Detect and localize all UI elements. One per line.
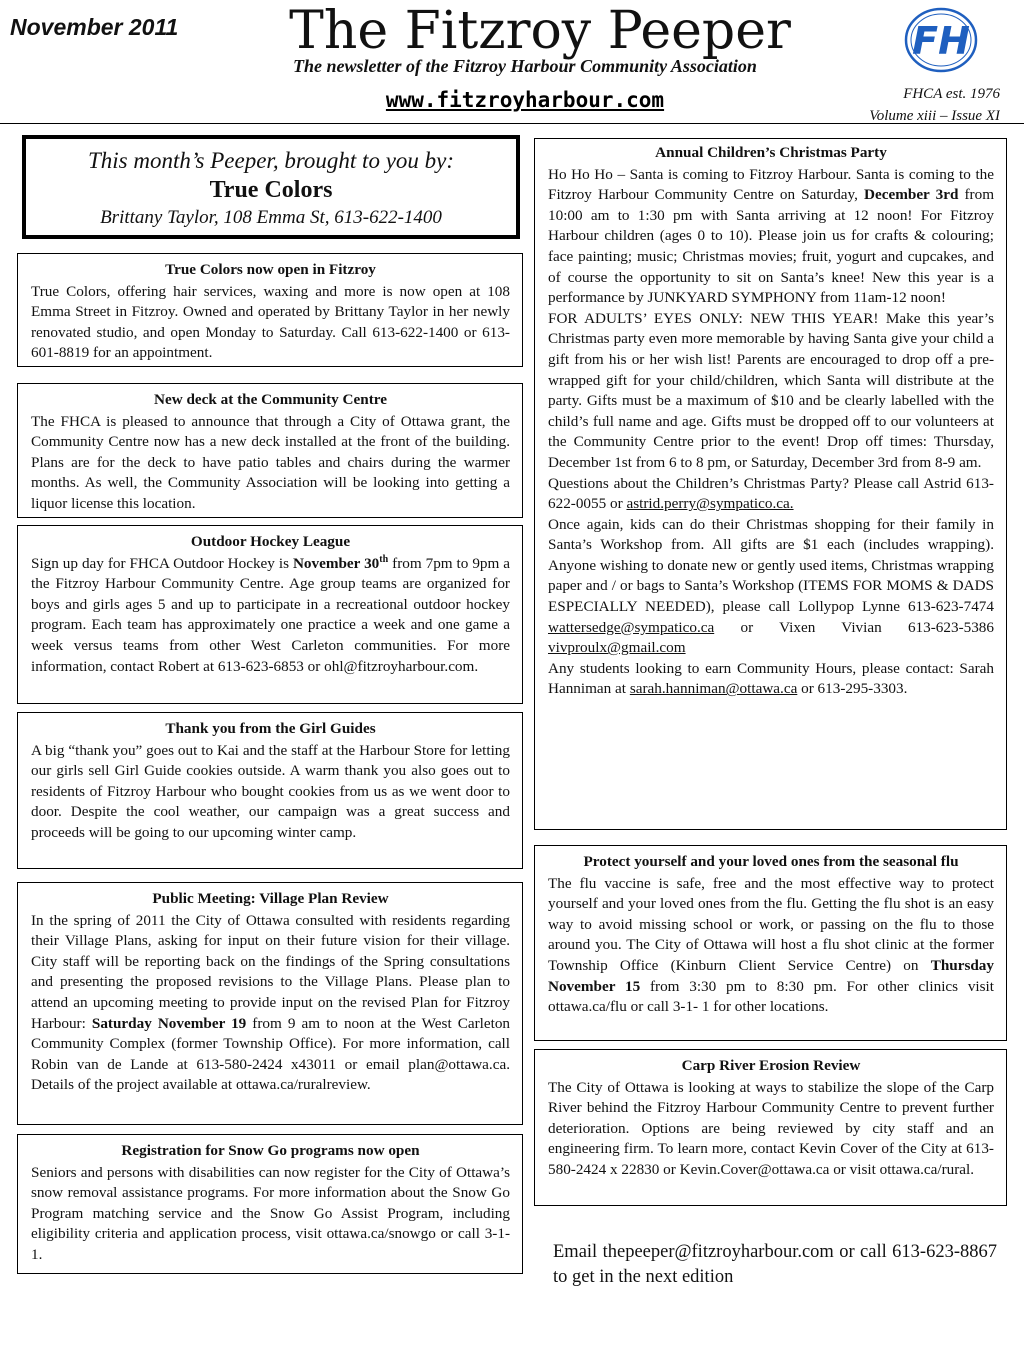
article-heading: Outdoor Hockey League	[190, 533, 351, 550]
email-link[interactable]: sarah.hanniman@ottawa.ca	[629, 680, 798, 698]
article-body: Seniors and persons with disabilities can now register for the City of Ottawa’s snow removal assistance programs. For more information about the Snow Go Program matching service and the Snow Go Assist Program, including eligibility criteria and application process, visit ottawa.ca/snowgo or call 3-1-1.	[31, 1163, 510, 1263]
email-link[interactable]: astrid.perry@sympatico.ca.	[626, 495, 794, 513]
article-heading: Thank you from the Girl Guides	[165, 720, 376, 737]
article-carp-river	[534, 1049, 1007, 1206]
established-note: FHCA est. 1976	[903, 86, 1000, 102]
article-seasonal-flu	[534, 845, 1007, 1041]
newsletter-subtitle: The newsletter of the Fitzroy Harbour Community Association	[293, 56, 757, 76]
article-heading: New deck at the Community Centre	[154, 391, 387, 408]
newsletter-title: The Fitzroy Peeper	[289, 1, 791, 61]
article-body: The City of Ottawa is looking at ways to stabilize the slope of the Carp River behind the Fitzroy Harbour Community Centre to prevent further deterioration. Options are being reviewed by city staff and an engineering firm. To learn more, contact Kevin Cover of the City at 613-580-2424 x 22830 or Kevin.Cover@ottawa.ca or visit ottawa.ca/rural.	[548, 1078, 994, 1178]
volume-issue: Volume xiii – Issue XI	[869, 108, 1000, 124]
article-public-meeting	[17, 882, 523, 1125]
article-heading: Carp River Erosion Review	[681, 1057, 861, 1074]
article-body: True Colors, offering hair services, waxing and more is now open at 108 Emma Street in Fitzroy. Owned and operated by Brittany Taylor in her newly renovated studio, and open Monday to Saturday. Call 613-622-1400 or 613-601-8819 for an appointment.	[31, 282, 510, 362]
article-heading: Registration for Snow Go programs now open	[121, 1142, 420, 1159]
article-christmas-party	[534, 138, 1007, 830]
article-paragraph: Once again, kids can do their Christmas shopping for their family in Santa’s Workshop from. All gifts are $1 each (includes wrapping). Anyone wishing to donate new or gently used items, Christmas wrapping paper and / or bags to Santa’s Workshop (ITEMS FOR MOMS & DADS ESPECIALLY NEEDED), please call Lollypop Lynne 613-623-7474 wattersedge@sympatico.ca or Vixen Vivian 613-623-5386 vivproulx@gmail.com	[548, 515, 994, 657]
submission-note: Email thepeeper@fitzroyharbour.com or call 613-623-8867 to get in the next edition	[553, 1242, 997, 1287]
party-date: December 3rd	[864, 186, 959, 204]
website-link[interactable]: www.fitzroyharbour.com	[385, 88, 665, 112]
meeting-date: Saturday November 19	[91, 1014, 247, 1032]
logo-letters: FH	[912, 19, 970, 63]
article-paragraph: FOR ADULTS’ EYES ONLY: NEW THIS YEAR! Make this year’s Christmas party even more memorable by having Santa give your child a gift from his or her wish list! Parents are encouraged to drop off a pre-wrapped gift for your child/children, which Santa will distribute at the party. Gifts must be a maximum of $10 and be clearly labelled with the child’s full name and age. Gifts must be dropped off to our volunteers at the Community Centre prior to the event! Drop off times: Thursday, December 1st from 6 to 8 pm, or Saturday, December 3rd from 8-9 am.	[548, 309, 994, 471]
article-paragraph: Questions about the Children’s Christmas Party? Please call Astrid 613-622-0055 or astrid.perry@sympatico.ca.	[548, 474, 994, 513]
article-paragraph: Any students looking to earn Community Hours, please contact: Sarah Hanniman at sarah.hanniman@ottawa.ca or 613-295-3303.	[548, 659, 994, 698]
article-girl-guides	[17, 712, 523, 869]
article-new-deck	[17, 383, 523, 518]
header-divider	[0, 123, 1024, 124]
article-body: A big “thank you” goes out to Kai and the staff at the Harbour Store for letting our girls sell Girl Guide cookies outside. A warm thank you also goes out to residents of Fitzroy Harbour who bought cookies from us as we went door to door. Despite the cool weather, our campaign was a great success and proceeds will be going to our upcoming winter camp.	[31, 741, 510, 841]
article-body: In the spring of 2011 the City of Ottawa consulted with residents regarding their Village Plans, asking for input on their future vision for their village. City staff will be reporting back on the findings of the Spring consultations and presenting the proposed revisions to the Village Plans. Please plan to attend an upcoming meeting to provide input on the revised Plan for Fitzroy Harbour: Saturday November 19 from 9 am to noon at the West Carleton Community Complex (former Township Office). For more information, call Robin van de Lande at 613-580-2424 x43011 or email plan@ottawa.ca. Details of the project available at ottawa.ca/ruralreview.	[31, 911, 511, 1094]
issue-date: November 2011	[10, 14, 179, 40]
article-heading: Protect yourself and your loved ones from the seasonal flu	[583, 853, 959, 870]
email-link[interactable]: vivproulx@gmail.com	[548, 639, 686, 657]
article-body: Sign up day for FHCA Outdoor Hockey is November 30th from 7pm to 9pm a the Fitzroy Harbour Community Centre. Age group teams are organized for boys and girls ages 5 and up to participate in a recreational outdoor hockey program. Each team has approximately one practice a week and one game a week versus teams from other West Carleton communities. For more information, contact Robert at 613-623-6853 or ohl@fitzroyharbour.com.	[31, 553, 511, 675]
article-heading: Annual Children’s Christmas Party	[655, 144, 887, 161]
hockey-signup-date: November 30	[292, 554, 380, 572]
sponsor-intro: This month’s Peeper, brought to you by:	[87, 148, 455, 173]
article-true-colors	[17, 253, 523, 367]
sponsor-box	[22, 135, 520, 239]
email-link[interactable]: wattersedge@sympatico.ca	[548, 618, 715, 636]
sponsor-address: Brittany Taylor, 108 Emma St, 613-622-1400	[100, 207, 442, 228]
article-heading: Public Meeting: Village Plan Review	[152, 890, 389, 907]
flu-clinic-date: Thursday November 15	[548, 956, 994, 995]
fhca-logo-icon	[903, 6, 979, 74]
sponsor-name: True Colors	[209, 177, 333, 203]
article-snow-go	[17, 1134, 523, 1274]
article-outdoor-hockey	[17, 525, 523, 704]
article-heading: True Colors now open in Fitzroy	[165, 261, 376, 278]
article-body: The flu vaccine is safe, free and the most effective way to protect yourself and your loved ones from the flu. Getting the flu shot is an easy way to avoid missing school or work, or passing on the flu to those around you. The City of Ottawa will host a flu shot clinic at the former Township Office (Kinburn Client Service Centre) on Thursday November 15 from 3:30 pm to 8:30 pm. For other clinics visit ottawa.ca/flu or call 3-1- 1 for other locations.	[548, 874, 995, 1016]
article-body: The FHCA is pleased to announce that through a City of Ottawa grant, the Community Centre now has a new deck installed at the front of the building. Plans are for the deck to have patio tables and chairs during the warmer months. As well, the Community Association will be looking into getting a liquor license this location.	[31, 412, 510, 512]
article-paragraph: Ho Ho Ho – Santa is coming to Fitzroy Harbour. Santa is coming to the Fitzroy Harbour Community Centre on Saturday, December 3rd from 10:00 am to 1:30 pm with Santa arriving at 12 noon! For Fitzroy Harbour children (ages 0 to 10). Please join us for crafts & colouring; face painting; music; Christmas movies; fruit, yogurt and cupcakes, and of course the opportunity to sit on Santa’s knee! New this year is a performance by JUNKYARD SYMPHONY from 11am-12 noon!	[548, 165, 995, 307]
